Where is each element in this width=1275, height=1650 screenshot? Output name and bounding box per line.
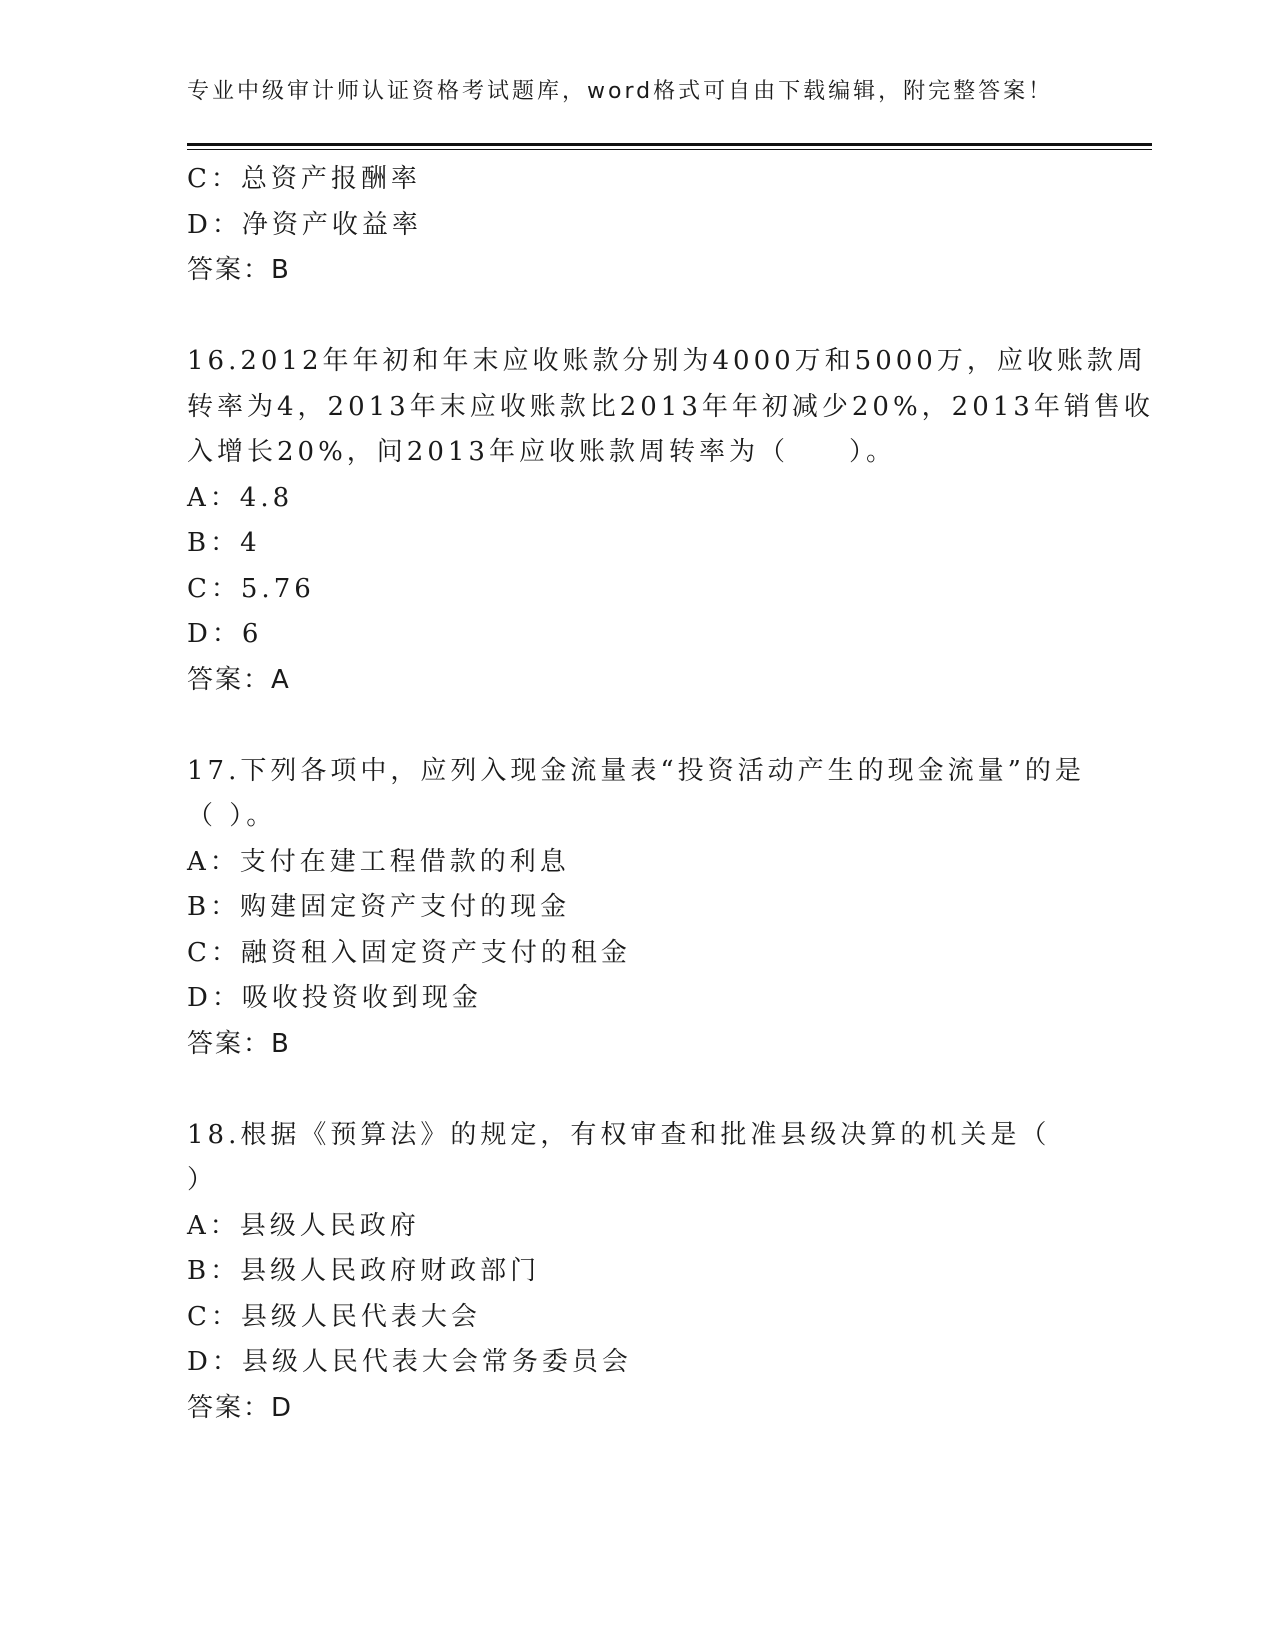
stem-line: 18.根据《预算法》的规定，有权审查和批准县级决算的机关是（ xyxy=(187,1119,1051,1150)
option-c: C：5.76 xyxy=(187,573,315,604)
question-15-tail xyxy=(187,157,1087,294)
spacer xyxy=(187,703,1087,749)
question-17 xyxy=(187,749,1087,1068)
page-header: 专业中级审计师认证资格考试题库，word格式可自由下载编辑，附完整答案！ xyxy=(187,79,1054,104)
answer: 答案：B xyxy=(187,255,291,285)
stem-line: （ ）。 xyxy=(187,801,277,831)
option-b: B：4 xyxy=(187,528,261,558)
stem-line: 17.下列各项中，应列入现金流量表“投资活动产生的现金流量”的是 xyxy=(187,755,1085,786)
option-d: D：县级人民代表大会常务委员会 xyxy=(187,1347,632,1377)
question-18 xyxy=(187,1113,1087,1432)
option-c: C：融资租入固定资产支付的租金 xyxy=(187,937,631,968)
option-b: B：县级人民政府财政部门 xyxy=(187,1256,541,1286)
answer: 答案：D xyxy=(187,1392,294,1423)
option-d: D：吸收投资收到现金 xyxy=(187,983,482,1013)
option-d: D：6 xyxy=(187,619,263,649)
stem-line: 转率为4，2013年末应收账款比2013年年初减少20%，2013年销售收 xyxy=(187,391,1154,422)
option-c: C：县级人民代表大会 xyxy=(187,1301,481,1332)
option-a: A：县级人民政府 xyxy=(187,1210,420,1241)
stem-line: ） xyxy=(187,1165,218,1195)
question-stem xyxy=(187,1113,1087,1204)
option-a: A：支付在建工程借款的利息 xyxy=(187,846,570,877)
option-b: B：购建固定资产支付的现金 xyxy=(187,892,571,922)
spacer xyxy=(187,294,1087,340)
document-body xyxy=(187,157,1154,1431)
question-stem xyxy=(187,339,1154,476)
header-rule-thin xyxy=(187,149,1152,150)
option-d: D：净资产收益率 xyxy=(187,209,422,240)
option-a: A：4.8 xyxy=(187,482,294,513)
answer: 答案：A xyxy=(187,664,291,695)
option-c: C：总资产报酬率 xyxy=(187,164,421,194)
question-16 xyxy=(187,339,1154,703)
stem-line: 入增长20%，问2013年应收账款周转率为（ ）。 xyxy=(187,437,896,467)
question-stem xyxy=(187,749,1087,840)
spacer xyxy=(187,1067,1087,1113)
header-rule-thick xyxy=(187,143,1152,146)
stem-line: 16.2012年年初和年末应收账款分别为4000万和5000万，应收账款周 xyxy=(187,346,1147,376)
answer: 答案：B xyxy=(187,1028,291,1059)
